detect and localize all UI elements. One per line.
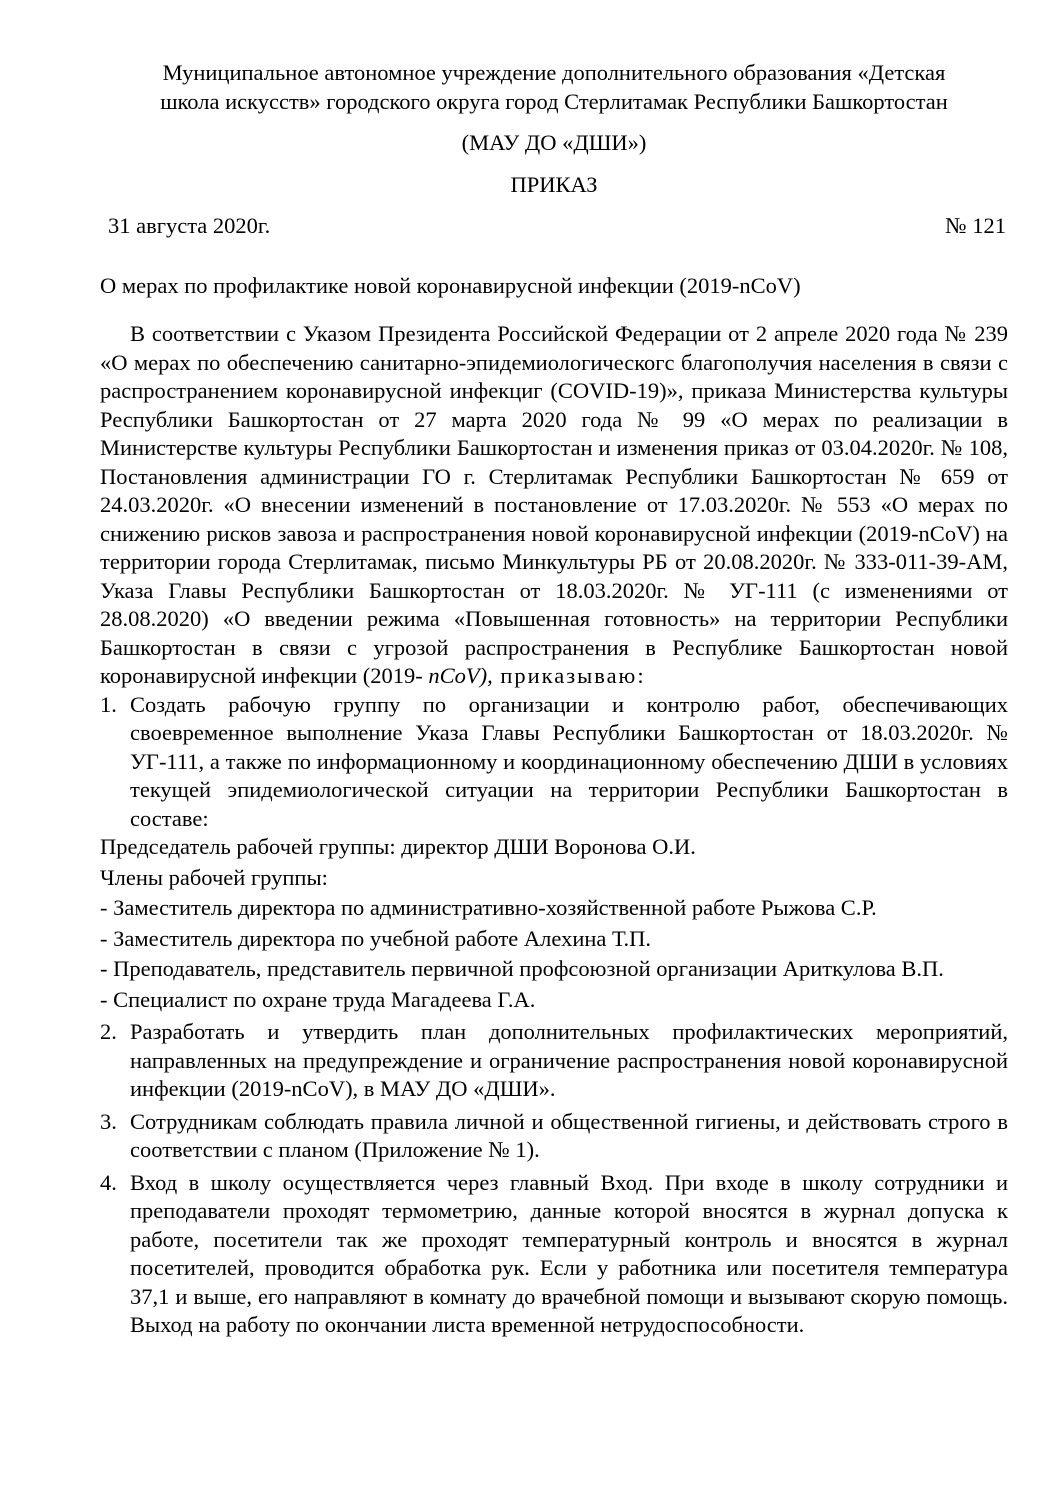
order-item (100, 691, 1008, 834)
document-page (100, 58, 1008, 1340)
committee-member: - Заместитель директора по административно-хозяйственной работе Рыжова С.Р. (100, 895, 877, 920)
order-item (100, 1108, 1008, 1165)
organization-name (100, 58, 1008, 116)
preamble-italic: nCoV), (428, 663, 493, 688)
order-date: 31 августа 2020г. (108, 213, 271, 238)
order-subject: О мерах по профилактике новой коронавирусной инфекции (2019-nCoV) (100, 272, 801, 298)
order-item-text: Разработать и утвердить план дополнительных профилактических мероприятий, направленных на предупреждение и ограничение распространения новой коронавирусной инфекции (2019-nCoV), в МАУ ДО «ДШИ». (130, 1019, 1008, 1101)
organization-name-line2: школа искусств» городского округа город Стерлитамак Республики Башкортостан (160, 89, 948, 114)
order-item-number: 2. (100, 1019, 117, 1044)
committee-member: - Специалист по охране труда Магадеева Г.А. (100, 986, 536, 1012)
order-word: приказываю: (492, 663, 646, 688)
committee-members-label: Члены рабочей группы: (100, 864, 328, 890)
order-preamble (100, 320, 1008, 691)
order-items-list (100, 691, 1008, 834)
order-item-number: 3. (100, 1108, 117, 1134)
order-item-text: Создать рабочую группу по организации и контролю работ, обеспечивающих своевременное выполнение Указа Главы Республики Башкортостан от 18.03.2020г. № УГ-111, а также по информационному и координационному обеспечению ДШИ в условиях текущей эпидемиологической ситуации на территории Республики Башкортостан в составе: (130, 691, 1008, 831)
order-item (100, 1018, 1008, 1104)
order-item-text: Вход в школу осуществляется через главный Вход. При входе в школу сотрудники и преподаватели проходят термометрию, данные которой вносятся в журнал допуска к работе, посетители так же проходят температурный контроль и вносятся в журнал посетителей, проводится обработка рук. Если у работника или посетителя температура 37,1 и выше, его направляют в комнату до врачебной помощи и вызывают скорую помощь. Выход на работу по окончании листа временной нетрудоспособности. (130, 1169, 1008, 1337)
organization-name-line1: Муниципальное автономное учреждение дополнительного образования «Детская (162, 60, 946, 85)
organization-abbreviation: (МАУ ДО «ДШИ») (461, 130, 647, 155)
document-type-title: ПРИКАЗ (510, 171, 598, 197)
committee-chair: Председатель рабочей группы: директор ДШИ Воронова О.И. (100, 834, 696, 859)
order-item (100, 1169, 1008, 1340)
order-number: № 121 (945, 213, 1006, 238)
preamble-text: В соответствии с Указом Президента Российской Федерации от 2 апреле 2020 года № 239 «О мерах по обеспечению санитарно-эпидемиологическогс благополучия населения в связи с распространением коронавирусной инфекциг (COVID-19)», приказа Министерства культуры Республики Башкортостан от 27 марта 2020 года № 99 «О мерах по реализации в Министерстве культуры Республики Башкортостан и изменения приказ от 03.04.2020г. № 108, Постановления администрации ГО г. Стерлитамак Республики Башкортостан № 659 от 24.03.2020г. «О внесении изменений в постановление от 17.03.2020г. № 553 «О мерах по снижению рисков завоза и распространения новой коронавирусной инфекции (2019-nCoV) на территории города Стерлитамак, письмо Минкультуры РБ от 20.08.2020г. № 333-011-39-АМ, Указа Главы Республики Башкортостан от 18.03.2020г. № УГ-111 (с изменениями от 28.08.2020) «О введении режима «Повышенная готовность» на территории Республики Башкортостан в связи с угрозой распространения в Республике Башкортостан новой коронавирусной инфекции (2019- (100, 321, 1008, 688)
order-item-number: 1. (100, 691, 117, 717)
order-item-text: Сотрудникам соблюдать правила личной и общественной гигиены, и действовать строго в соответствии с планом (Приложение № 1). (130, 1108, 1008, 1162)
committee-member: - Заместитель директора по учебной работе Алехина Т.П. (100, 925, 652, 951)
date-number-row (100, 211, 1008, 241)
order-items-list-continued (100, 1018, 1008, 1340)
order-item-number: 4. (100, 1169, 117, 1195)
committee-member: - Преподаватель, представитель первичной профсоюзной организации Ариткулова В.П. (100, 956, 944, 981)
